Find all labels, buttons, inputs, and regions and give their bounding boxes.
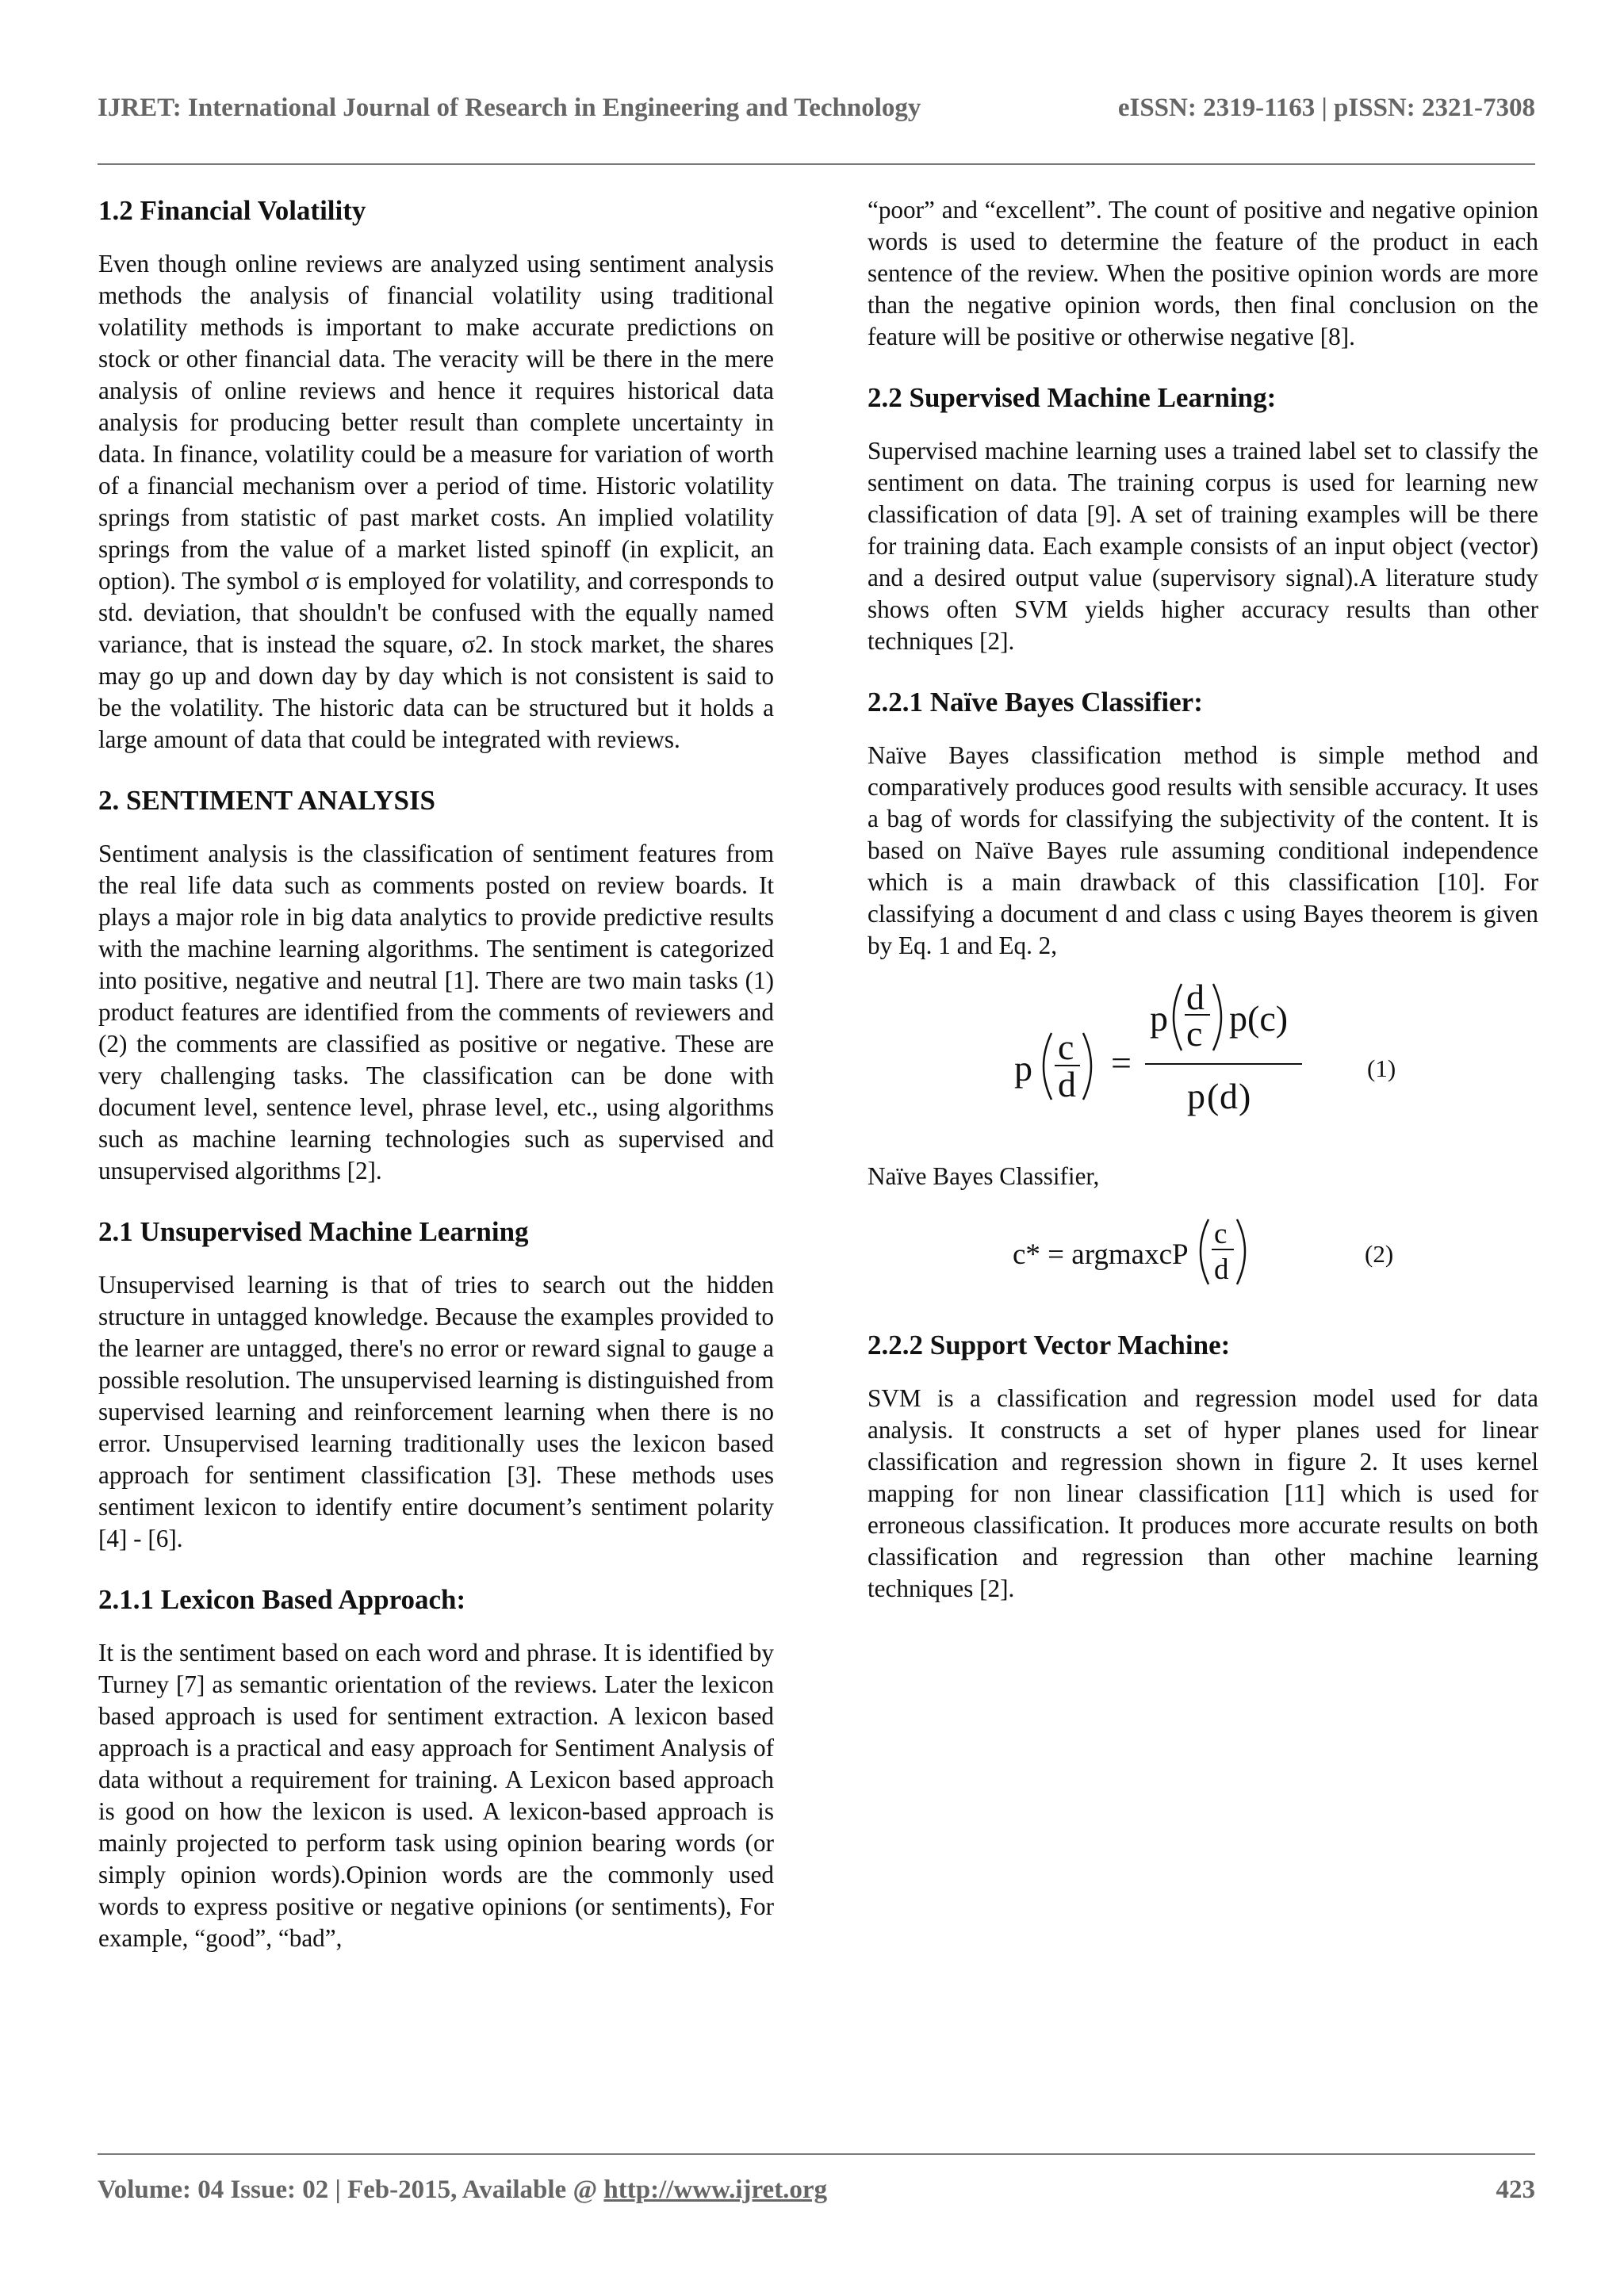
section-1-2-paragraph: Even though online reviews are analyzed using sentiment analysis methods the analysis of financial volatility using traditional volatility methods is important to make accurate predictions on stock or other financial data. The veracity will be there in the mere analysis of online reviews and hence it requires historical data analysis for producing better result than complete uncertainty in data. In finance, volatility could be a measure for variation of worth of a financial mechanism over a period of time. Historic volatility springs from statistic of past market costs. An implied volatility springs from the value of a market listed spinoff (in explicit, an option). The symbol σ is employed for volatility, and corresponds to std. deviation, that shouldn't be confused with the equally named variance, that is instead the square, σ2. In stock market, the shares may go up and down day by day which is not consistent is said to be the volatility. The historic data can be structured but it holds a large amount of data that could be integrated with reviews.	[98, 250, 774, 753]
section-2-2-2-heading: 2.2.2 Support Vector Machine:	[868, 1330, 1231, 1360]
eq2-d: d	[1214, 1253, 1229, 1286]
equation-1-graphic	[868, 970, 1538, 1140]
eq1-equals: =	[1111, 1043, 1132, 1083]
eq1-d: d	[1058, 1064, 1076, 1104]
header-rule	[98, 163, 1535, 165]
section-2-2-2-paragraph: SVM is a classification and regression model used for data analysis. It constructs a set of hyper planes used for linear classification and regression shown in figure 2. It uses kernel mapping for non linear classification [11] which is used for erroneous classification. It produces more accurate results on both classification and regression than other machine learning techniques [2].	[868, 1384, 1538, 1602]
eq2-lparen	[1201, 1219, 1208, 1284]
section-2-1-1-paragraph: It is the sentiment based on each word and phrase. It is identified by Turney [7] as semantic orientation of the reviews. Later the lexicon based approach is used for sentiment extraction. A lexicon based approach is a practical and easy approach for Sentiment Analysis of data without a requirement for training. A Lexicon based approach is good on how the lexicon is used. A lexicon-based approach is mainly projected to perform task using opinion bearing words (or simply opinion words).Opinion words are the commonly used words to express positive or negative opinions (or sentiments), For example, “good”, “bad”,	[98, 1639, 774, 1952]
issn-info: eISSN: 2319-1163 | pISSN: 2321-7308	[1117, 94, 1535, 122]
equation-2-graphic	[868, 1202, 1538, 1305]
section-2-2-paragraph: Supervised machine learning uses a trained label set to classify the sentiment on data. The training corpus is used for learning new classification of data [9]. A set of training examples will be there for training data. Each example consists of an input object (vector) and a desired output value (supervisory signal).A literature study shows often SVM yields higher accuracy results than other techniques [2].	[868, 437, 1538, 655]
eq1-den-p: p	[1187, 1076, 1205, 1116]
section-2-2-1-heading: 2.2.1 Naïve Bayes Classifier:	[868, 687, 1203, 718]
eq1-pc: p(c)	[1229, 998, 1289, 1039]
continued-paragraph: “poor” and “excellent”. The count of positive and negative opinion words is used to determine the feature of the product in each sentence of the review. When the positive opinion words are more than the negative opinion words, then final conclusion on the feature will be positive or otherwise negative [8].	[868, 196, 1538, 350]
eq1-c: c	[1058, 1027, 1074, 1067]
eq1-p: p	[1014, 1048, 1032, 1089]
eq2-c: c	[1214, 1218, 1228, 1250]
running-header	[98, 94, 1535, 123]
section-1-2-heading: 1.2 Financial Volatility	[98, 195, 366, 226]
section-2-2-heading: 2.2 Supervised Machine Learning:	[868, 382, 1277, 413]
section-2-1-heading: 2.1 Unsupervised Machine Learning	[98, 1216, 529, 1247]
section-2-1-1-heading: 2.1.1 Lexicon Based Approach:	[98, 1584, 466, 1615]
section-2-1-paragraph: Unsupervised learning is that of tries to search out the hidden structure in untagged knowledge. Because the examples provided to the learner are untagged, there's no error or reward signal to gauge a possible resolution. The unsupervised learning is distinguished from supervised learning and reinforcement learning when there is no error. Unsupervised learning traditionally uses the lexicon based approach for sentiment classification [3]. These methods uses sentiment lexicon to identify entire document’s sentiment polarity [4] - [6].	[98, 1271, 774, 1552]
eq2-rparen	[1237, 1219, 1245, 1284]
running-footer	[98, 2175, 1535, 2205]
eq1-num-p: p	[1150, 998, 1168, 1039]
eq1-lparen	[1044, 1033, 1051, 1100]
equation-2	[868, 1202, 1538, 1305]
right-column	[868, 194, 1538, 1633]
eq1-number: (1)	[1367, 1054, 1396, 1082]
footer-rule	[98, 2153, 1535, 2155]
volume-text: Volume: 04 Issue: 02 | Feb-2015, Available @	[98, 2175, 604, 2204]
nbc-label: Naïve Bayes Classifier,	[868, 1162, 1100, 1190]
eq1-den-open: (	[1207, 1076, 1220, 1116]
journal-link[interactable]: http://www.ijret.org	[603, 2175, 828, 2204]
eq1-den-close: )	[1239, 1076, 1251, 1116]
eq1-num-lparen	[1174, 984, 1182, 1050]
equation-1	[868, 970, 1538, 1140]
volume-info	[98, 2175, 827, 2205]
eq1-num-c: c	[1186, 1013, 1203, 1054]
eq2-lhs: c* = argmaxcP	[1013, 1238, 1189, 1271]
journal-title: IJRET: International Journal of Research in Engineering and Technology	[98, 94, 921, 122]
section-2-heading: 2. SENTIMENT ANALYSIS	[98, 785, 436, 816]
eq1-rparen	[1083, 1033, 1091, 1100]
eq1-num-rparen	[1213, 984, 1221, 1050]
eq2-number: (2)	[1365, 1240, 1394, 1268]
section-2-paragraph: Sentiment analysis is the classification of sentiment features from the real life data such as comments posted on review boards. It plays a major role in big data analytics to provide predictive results with the machine learning algorithms. The sentiment is categorized into positive, negative and neutral [1]. There are two main tasks (1) product features are identified from the comments of reviewers and (2) the comments are classified as positive or negative. These are very challenging tasks. The classification can be done with document level, sentence level, phrase level, etc., using algorithms such as machine learning technologies such as supervised and unsupervised algorithms [2].	[98, 840, 774, 1184]
left-column	[98, 194, 774, 1983]
page-number: 423	[1496, 2175, 1535, 2204]
section-2-2-1-paragraph: Naïve Bayes classification method is simple method and comparatively produces good results with sensible accuracy. It uses a bag of words for classifying the subjectivity of the content. It is based on Naïve Bayes rule assuming conditional independence which is a main drawback of this classification [10]. For classifying a document d and class c using Bayes theorem is given by Eq. 1 and Eq. 2,	[868, 741, 1538, 959]
eq1-num-d: d	[1186, 977, 1205, 1017]
eq1-den-d: d	[1220, 1076, 1238, 1116]
